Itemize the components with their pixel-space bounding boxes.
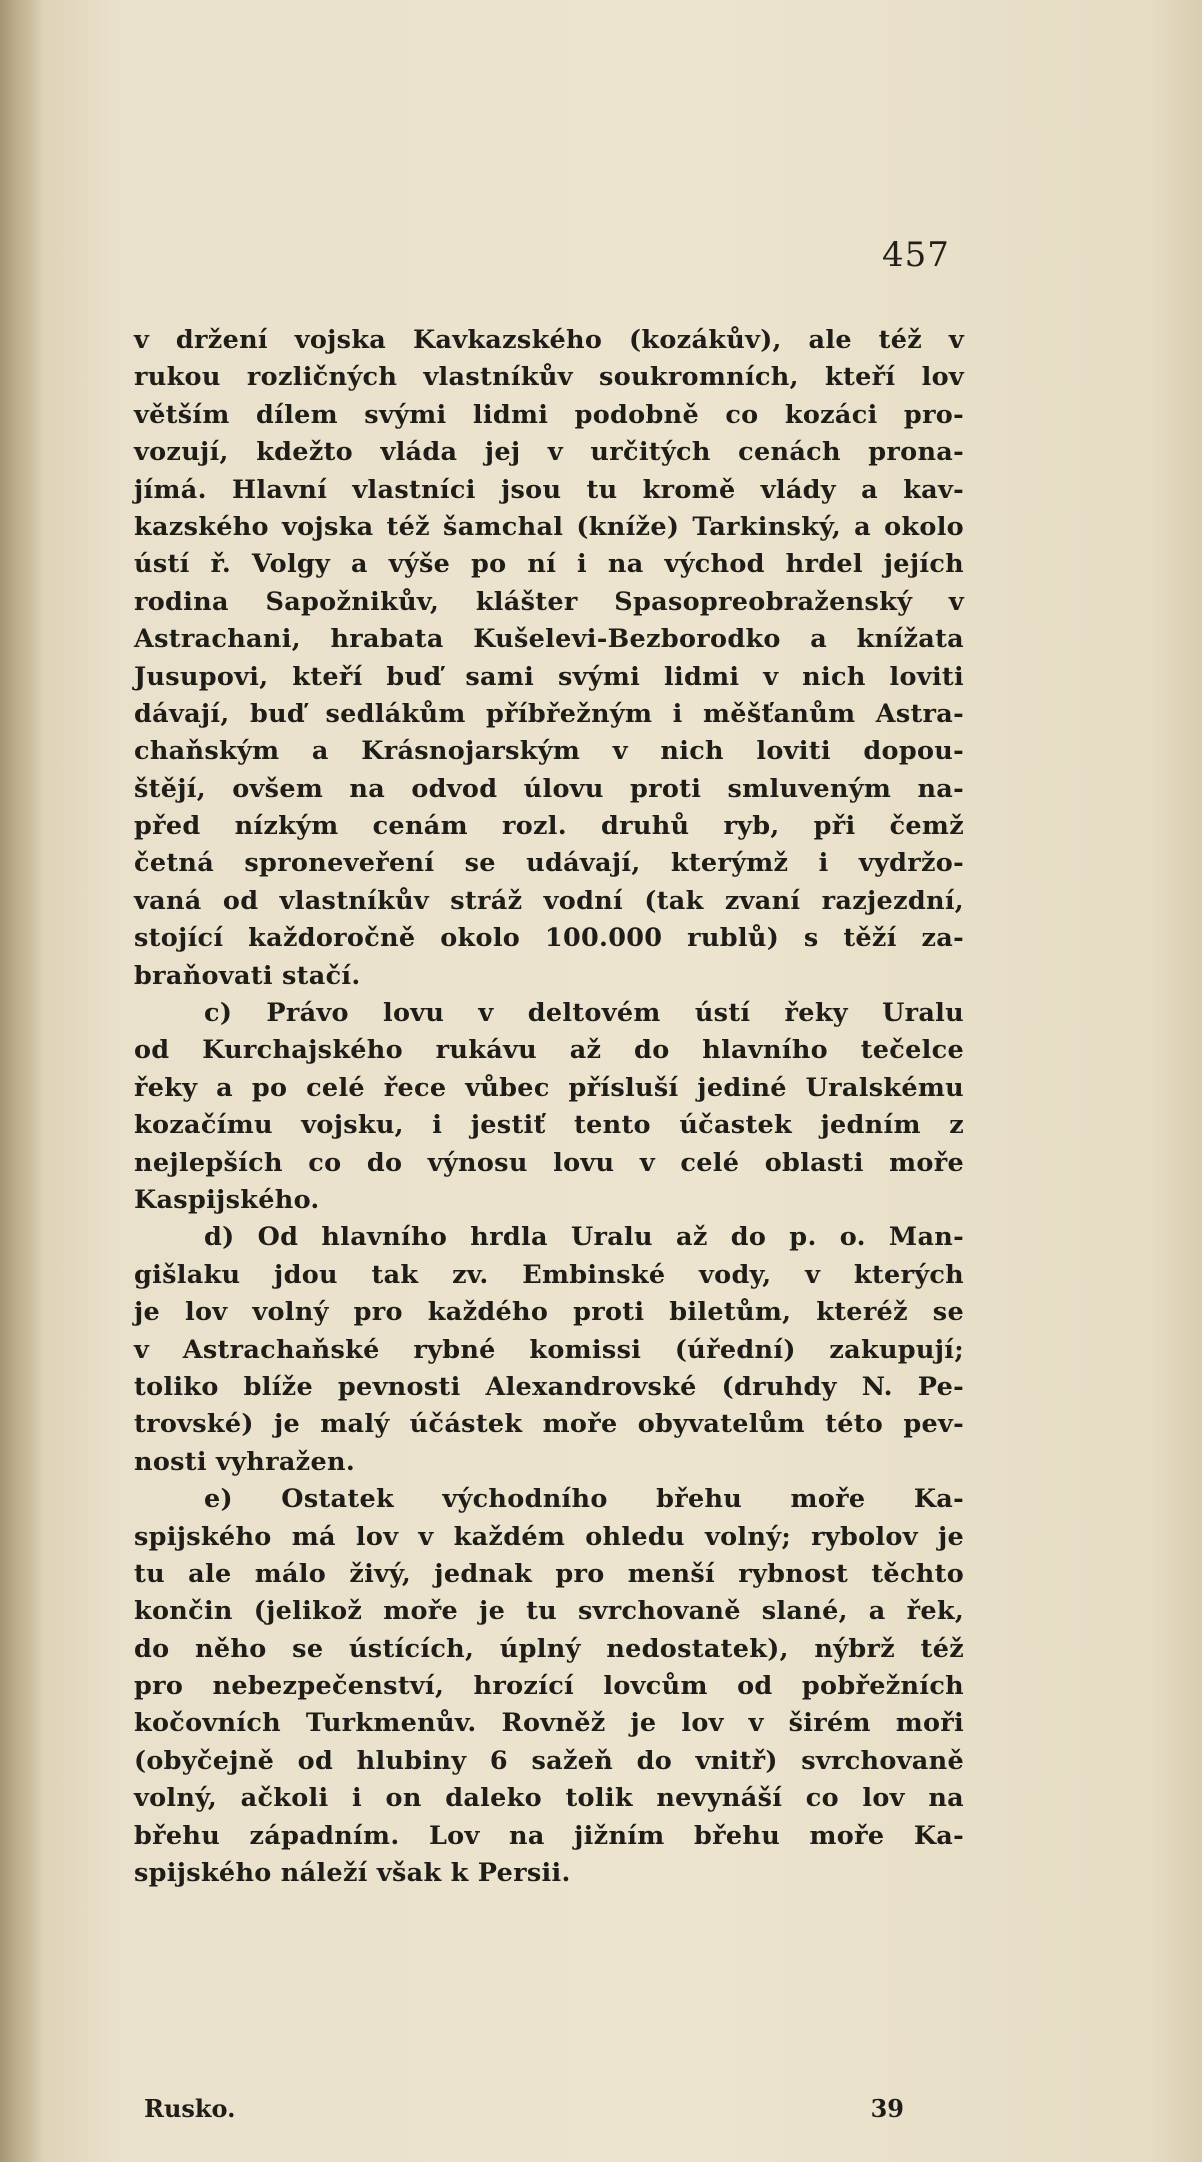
text-line: je lov volný pro každého proti biletům, kteréž se — [134, 1297, 964, 1328]
page-number: 457 — [882, 235, 950, 275]
text-line: pro nebezpečenství, hrozící lovcům od pobřežních — [134, 1671, 964, 1702]
book-spine-shadow — [0, 0, 44, 2162]
text-line: kočovních Turkmenův. Rovněž je lov v širém moři — [134, 1708, 964, 1739]
text-line: nejlepších co do výnosu lovu v celé oblasti moře — [134, 1147, 964, 1178]
text-line: četná sproneveření se udávají, kterýmž i vydržo- — [134, 848, 964, 879]
page-footer — [144, 2094, 904, 2130]
text-line: nosti vyhražen. — [134, 1446, 356, 1477]
text-line: větším dílem svými lidmi podobně co kozáci pro- — [134, 399, 964, 430]
body-text — [134, 322, 964, 1892]
text-line: tu ale málo živý, jednak pro menší rybnost těchto — [134, 1558, 964, 1589]
text-line: končin (jelikož moře je tu svrchovaně slané, a řek, — [134, 1596, 964, 1627]
text-line: braňovati stačí. — [134, 960, 361, 991]
section-heading-line: d) Od hlavního hrdla Uralu až do p. o. Man- — [204, 1222, 964, 1253]
text-line: spijského náleží však k Persii. — [134, 1858, 571, 1889]
text-line: rukou rozličných vlastníkův soukromních, kteří lov — [134, 362, 964, 393]
text-line: vozují, kdežto vláda jej v určitých cenách prona- — [134, 437, 964, 468]
footer-signature: Rusko. — [144, 2094, 236, 2123]
text-line: břehu západním. Lov na jižním břehu moře Ka- — [134, 1820, 964, 1851]
footer-sheet-number: 39 — [870, 2094, 904, 2123]
text-line: ústí ř. Volgy a výše po ní i na východ hrdel jejích — [134, 549, 964, 580]
text-line: v držení vojska Kavkazského (kozákův), ale též v — [134, 325, 964, 355]
text-line: trovské) je malý účástek moře obyvatelům této pev- — [134, 1409, 964, 1440]
text-line: rodina Sapožnikův, klášter Spasopreobraženský v — [134, 586, 964, 617]
text-line: kazského vojska též šamchal (kníže) Tarkinský, a okolo — [134, 511, 964, 542]
text-line: v Astrachaňské rybné komissi (úřední) zakupují; — [134, 1334, 964, 1365]
text-line: řeky a po celé řece vůbec přísluší jediné Uralskému — [134, 1072, 964, 1103]
text-line: (obyčejně od hlubiny 6 sažeň do vnitř) svrchovaně — [134, 1745, 964, 1776]
text-line: před nízkým cenám rozl. druhů ryb, při čemž — [134, 811, 964, 842]
text-line: kozačímu vojsku, i jestiť tento účastek jedním z — [134, 1110, 964, 1141]
text-line: Kaspijského. — [134, 1184, 320, 1215]
section-heading-line: c) Právo lovu v deltovém ústí řeky Uralu — [204, 998, 964, 1029]
text-line: jímá. Hlavní vlastníci jsou tu kromě vlády a kav- — [134, 474, 964, 505]
text-line: dávají, buď sedlákům příbřežným i měšťanům Astra- — [134, 698, 964, 729]
text-line: stojící každoročně okolo 100.000 rublů) s těží za- — [134, 923, 964, 954]
text-line: volný, ačkoli i on daleko tolik nevynáší co lov na — [134, 1783, 964, 1814]
text-line: do něho se ústících, úplný nedostatek), nýbrž též — [134, 1633, 964, 1664]
text-line: od Kurchajského rukávu až do hlavního tečelce — [134, 1035, 964, 1066]
text-line: gišlaku jdou tak zv. Embinské vody, v kterých — [134, 1259, 964, 1290]
text-line: toliko blíže pevnosti Alexandrovské (druhdy N. Pe- — [134, 1371, 964, 1402]
text-line: štějí, ovšem na odvod úlovu proti smluveným na- — [134, 773, 964, 804]
text-line: Jusupovi, kteří buď sami svými lidmi v nich loviti — [134, 661, 964, 692]
text-line: vaná od vlastníkův stráž vodní (tak zvaní razjezdní, — [134, 885, 964, 916]
section-heading-line: e) Ostatek východního břehu moře Ka- — [204, 1484, 964, 1515]
text-line: chaňským a Krásnojarským v nich loviti dopou- — [134, 736, 964, 767]
text-line: spijského má lov v každém ohledu volný; rybolov je — [134, 1521, 964, 1552]
text-line: Astrachani, hrabata Kušelevi-Bezborodko a knížata — [134, 624, 964, 655]
